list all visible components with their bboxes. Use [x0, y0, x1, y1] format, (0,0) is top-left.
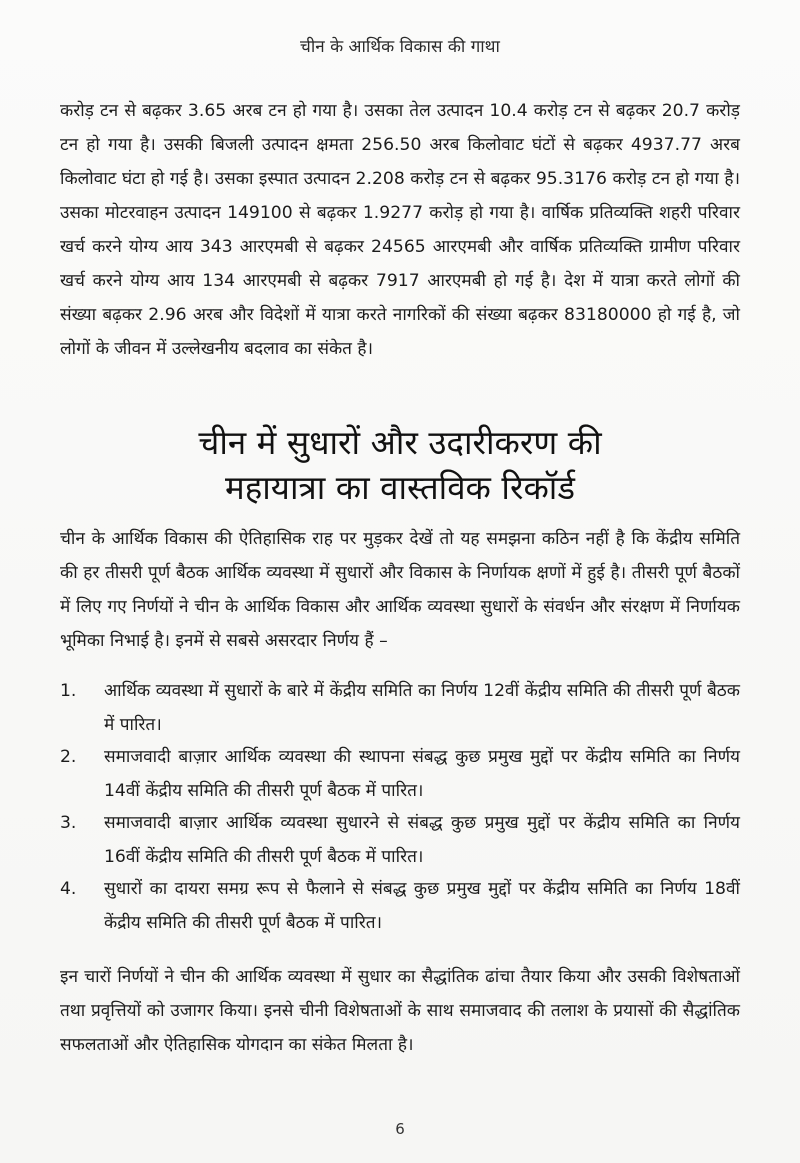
- list-item-number: 1.: [60, 681, 77, 701]
- list-item-text: समाजवादी बाज़ार आर्थिक व्यवस्था की स्थापना संबद्ध कुछ प्रमुख मुद्दों पर केंद्रीय समिति का निर्णय 14वीं केंद्रीय समिति की तीसरी पूर्ण बैठक में पारित।: [104, 747, 740, 801]
- section-heading-line-2: महायात्रा का वास्तविक रिकॉर्ड: [225, 468, 575, 507]
- list-item-text: समाजवादी बाज़ार आर्थिक व्यवस्था सुधारने से संबद्ध कुछ प्रमुख मुद्दों पर केंद्रीय समिति का निर्णय 16वीं केंद्रीय समिति की तीसरी पूर्ण बैठक में पारित।: [104, 813, 740, 867]
- section-paragraph: चीन के आर्थिक विकास की ऐतिहासिक राह पर मुड़कर देखें तो यह समझना कठिन नहीं है कि केंद्रीय समिति की हर तीसरी पूर्ण बैठक आर्थिक व्यवस्था में सुधारों और विकास के निर्णायक क्षणों में हुई है। तीसरी पूर्ण बैठकों में लिए गए निर्णयों ने चीन के आर्थिक विकास और आर्थिक व्यवस्था सुधारों के संवर्धन और संरक्षण में निर्णायक भूमिका निभाई है। इनमें से सबसे असरदार निर्णय हैं –: [60, 529, 740, 651]
- list-item-number: 3.: [60, 813, 77, 833]
- list-item-number: 2.: [60, 747, 77, 767]
- list-item-number: 4.: [60, 879, 77, 899]
- closing-paragraph: इन चारों निर्णयों ने चीन की आर्थिक व्यवस्था में सुधार का सैद्धांतिक ढांचा तैयार किया और उसकी विशेषताओं तथा प्रवृत्तियों को उजागर किया। इनसे चीनी विशेषताओं के साथ समाजवाद की तलाश के प्रयासों की सैद्धांतिक सफलताओं और ऐतिहासिक योगदान का संकेत मिलता है।: [60, 967, 740, 1055]
- list-item-text: आर्थिक व्यवस्था में सुधारों के बारे में केंद्रीय समिति का निर्णय 12वीं केंद्रीय समिति की तीसरी पूर्ण बैठक में पारित।: [104, 681, 740, 735]
- section-heading-line-1: चीन में सुधारों और उदारीकरण की: [198, 423, 602, 462]
- list-item-text: सुधारों का दायरा समग्र रूप से फैलाने से संबद्ध कुछ प्रमुख मुद्दों पर केंद्रीय समिति का निर्णय 18वीं केंद्रीय समिति की तीसरी पूर्ण बैठक में पारित।: [104, 879, 740, 933]
- page-number: 6: [395, 1120, 405, 1138]
- section-heading: [60, 420, 740, 510]
- running-head: चीन के आर्थिक विकास की गाथा: [300, 37, 500, 57]
- intro-paragraph: करोड़ टन से बढ़कर 3.65 अरब टन हो गया है। उसका तेल उत्पादन 10.4 करोड़ टन से बढ़कर 20.7 करोड़ टन हो गया है। उसकी बिजली उत्पादन क्षमता 256.50 अरब किलोवाट घंटों से बढ़कर 4937.77 अरब किलोवाट घंटा हो गई है। उसका इस्पात उत्पादन 2.208 करोड़ टन से बढ़कर 95.3176 करोड़ टन हो गया है। उसका मोटरवाहन उत्पादन 149100 से बढ़कर 1.9277 करोड़ हो गया है। वार्षिक प्रतिव्यक्ति शहरी परिवार खर्च करने योग्य आय 343 आरएमबी से बढ़कर 24565 आरएमबी और वार्षिक प्रतिव्यक्ति ग्रामीण परिवार खर्च करने योग्य आय 134 आरएमबी से बढ़कर 7917 आरएमबी हो गई है। देश में यात्रा करते लोगों की संख्या बढ़कर 2.96 अरब और विदेशों में यात्रा करते नागरिकों की संख्या बढ़कर 83180000 हो गई है, जो लोगों के जीवन में उल्लेखनीय बदलाव का संकेत है।: [60, 101, 740, 359]
